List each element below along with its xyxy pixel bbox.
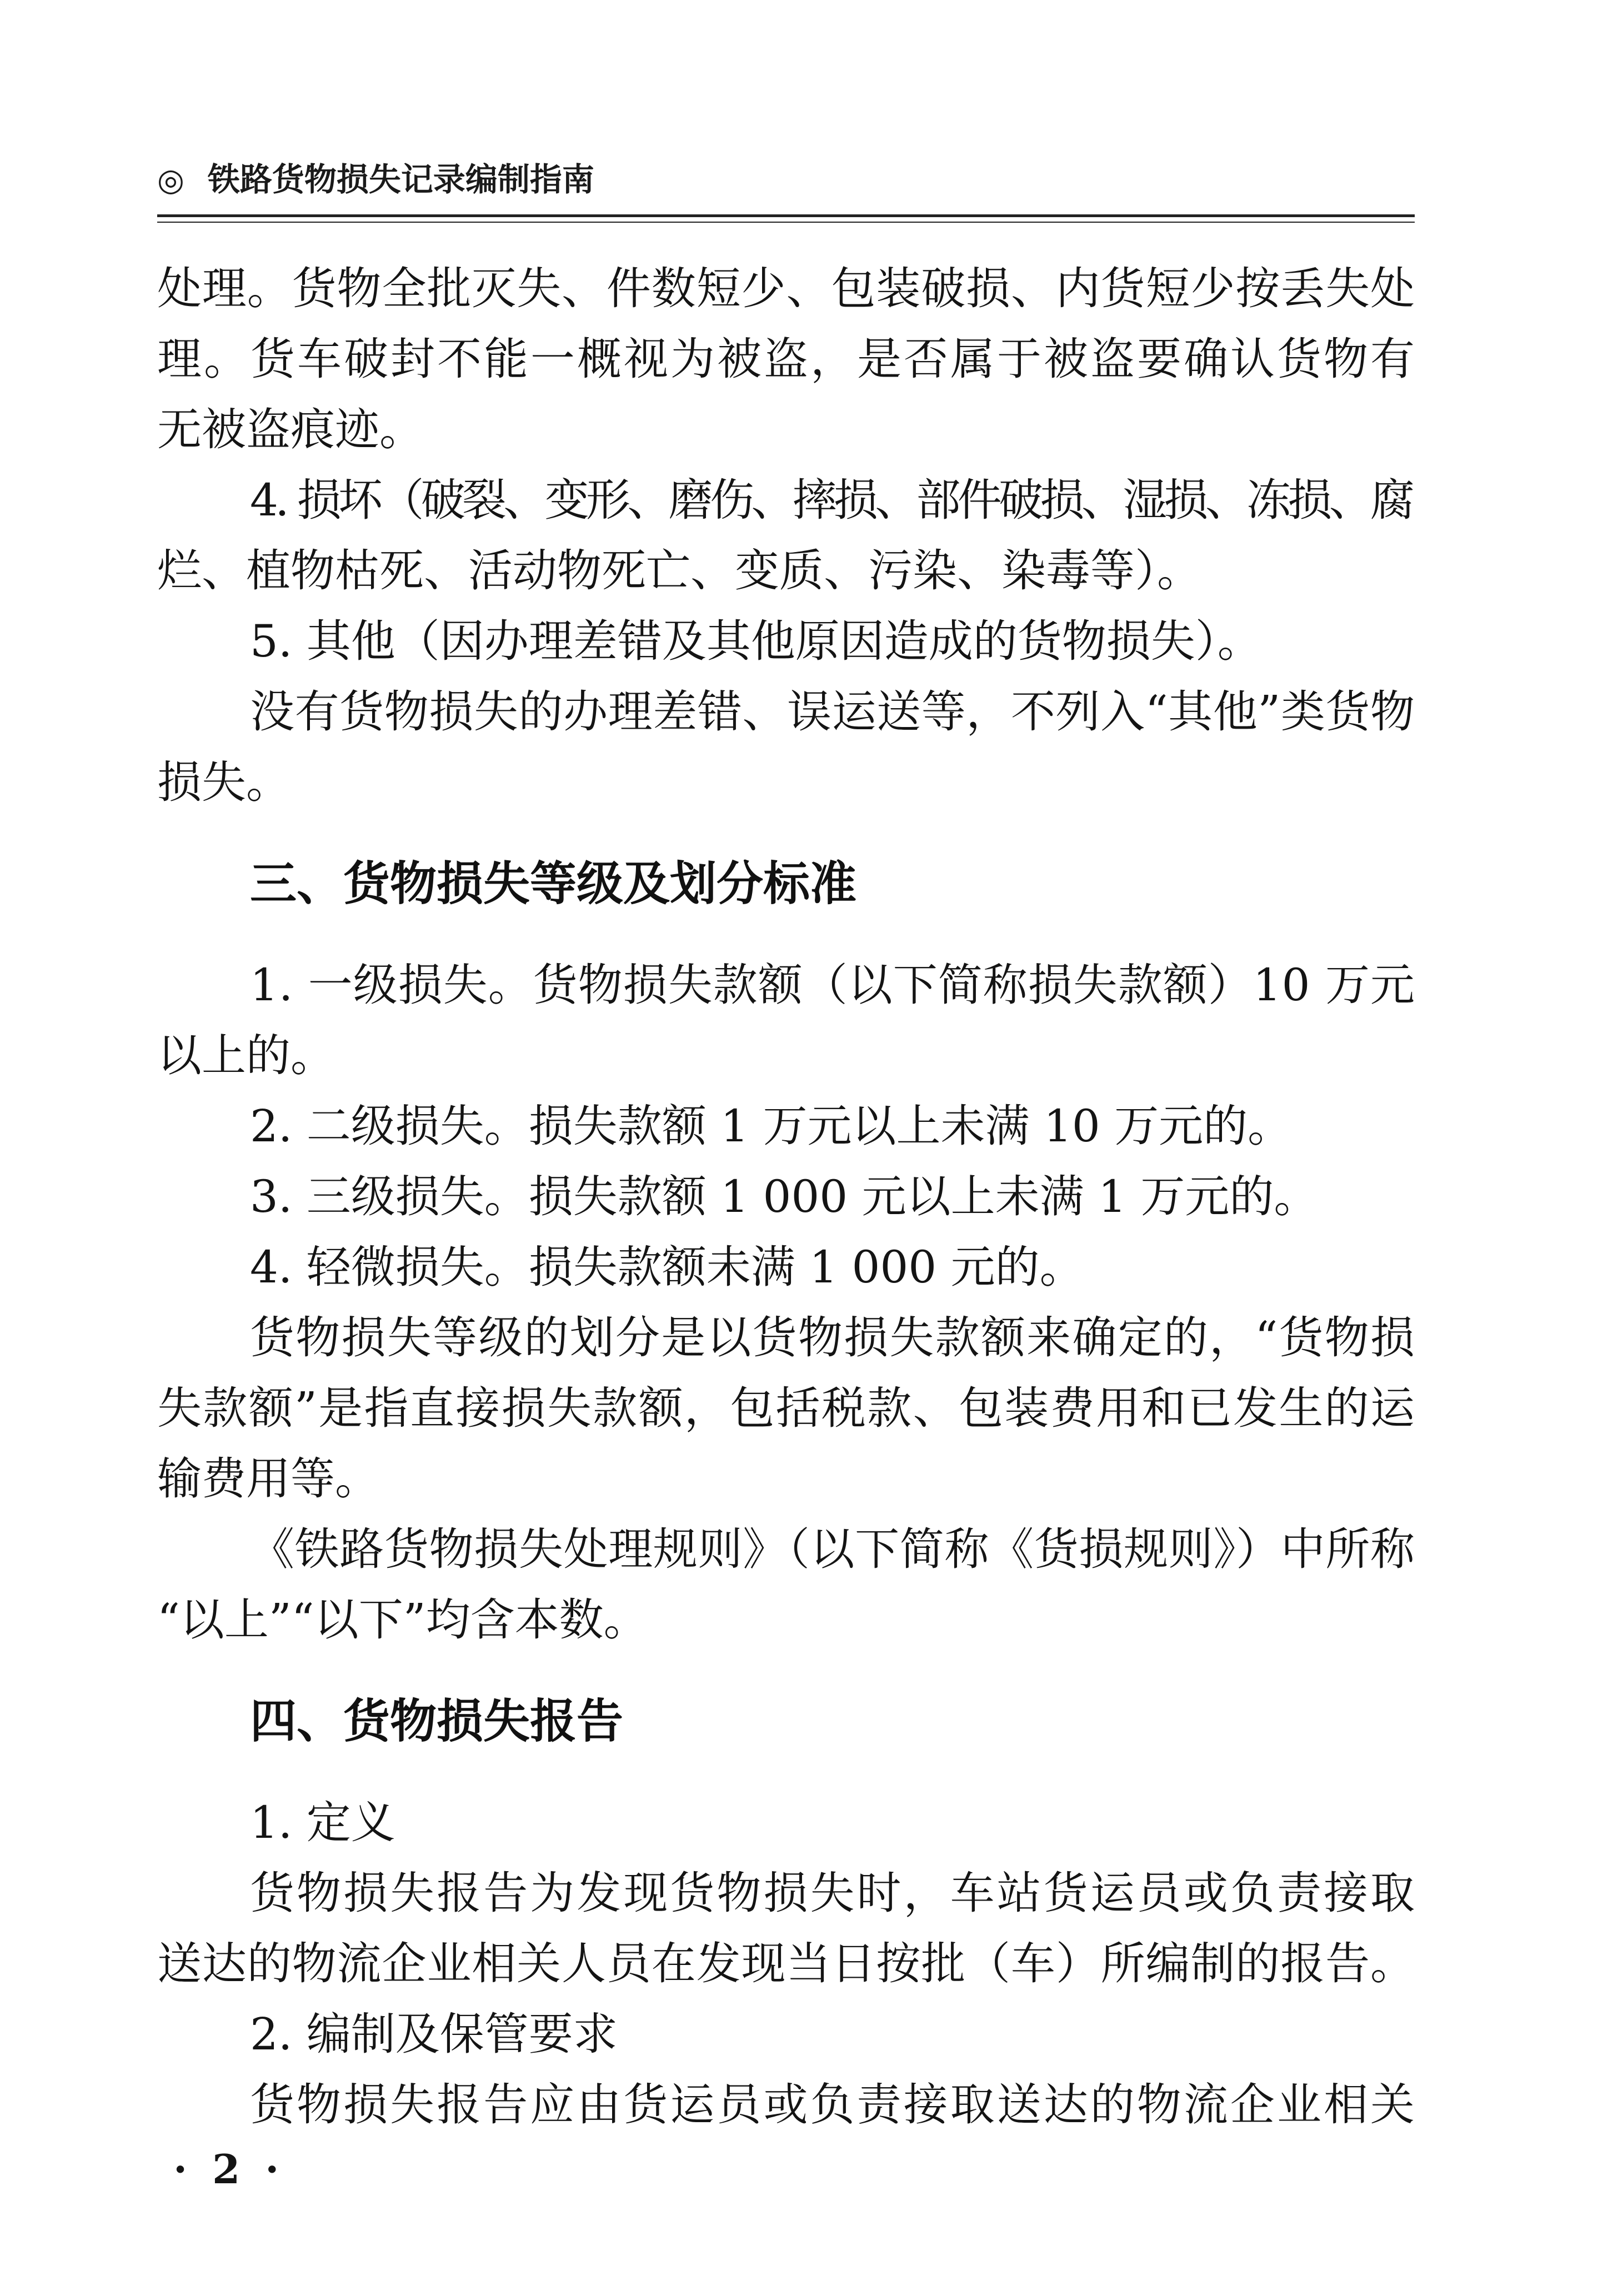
header-double-rule <box>157 214 1415 223</box>
body-line: “以上”“以下”均含本数。 <box>157 1594 648 1646</box>
section-heading: 三、货物损失等级及划分标准 <box>250 856 857 911</box>
body-line: 1. 一级损失。货物损失款额（以下简称损失款额）10 万元 <box>250 959 1415 1011</box>
body-line: 损失。 <box>157 756 290 808</box>
body-line: 货物损失报告为发现货物损失时，车站货运员或负责接取 <box>250 1867 1417 1919</box>
header-title: 铁路货物损失记录编制指南 <box>207 161 594 198</box>
body-line: 1. 定义 <box>250 1797 395 1848</box>
body-line: 输费用等。 <box>157 1453 379 1505</box>
header-circle-icon: ◎ <box>157 162 184 198</box>
body-line: 货物损失等级的划分是以货物损失款额来确定的，“货物损 <box>250 1312 1416 1363</box>
running-header <box>157 157 594 202</box>
section-heading: 四、货物损失报告 <box>250 1694 624 1748</box>
body-line: 无被盗痕迹。 <box>157 404 424 455</box>
page-number: · 2 · <box>173 2145 279 2193</box>
body-line: 没有货物损失的办理差错、误运送等，不列入“其他”类货物 <box>250 686 1415 738</box>
body-line: 烂、植物枯死、活动物死亡、变质、污染、染毒等）。 <box>157 545 1201 596</box>
body-line: 失款额”是指直接损失款额，包括税款、包装费用和已发生的运 <box>157 1382 1416 1434</box>
body-line: 2. 编制及保管要求 <box>250 2008 618 2060</box>
body-text <box>157 253 1415 2140</box>
body-line: 4. 损坏（破裂、变形、磨伤、摔损、部件破损、湿损、冻损、腐 <box>250 474 1412 526</box>
body-line: 5. 其他（因办理差错及其他原因造成的货物损失）。 <box>250 615 1262 667</box>
body-line: 以上的。 <box>157 1030 335 1081</box>
body-line: 货物损失报告应由货运员或负责接取送达的物流企业相关 <box>250 2079 1417 2130</box>
body-line: 《铁路货物损失处理规则》（以下简称《货损规则》）中所称 <box>250 1523 1415 1575</box>
body-line: 3. 三级损失。损失款额 1 000 元以上未满 1 万元的。 <box>250 1171 1319 1222</box>
body-line: 送达的物流企业相关人员在发现当日按批（车）所编制的报告。 <box>157 1938 1415 1989</box>
body-line: 2. 二级损失。损失款额 1 万元以上未满 10 万元的。 <box>250 1100 1293 1152</box>
body-line: 理。货车破封不能一概视为被盗，是否属于被盗要确认货物有 <box>157 333 1417 385</box>
body-line: 处理。货物全批灭失、件数短少、包装破损、内货短少按丢失处 <box>157 263 1415 314</box>
body-line: 4. 轻微损失。损失款额未满 1 000 元的。 <box>250 1241 1084 1293</box>
